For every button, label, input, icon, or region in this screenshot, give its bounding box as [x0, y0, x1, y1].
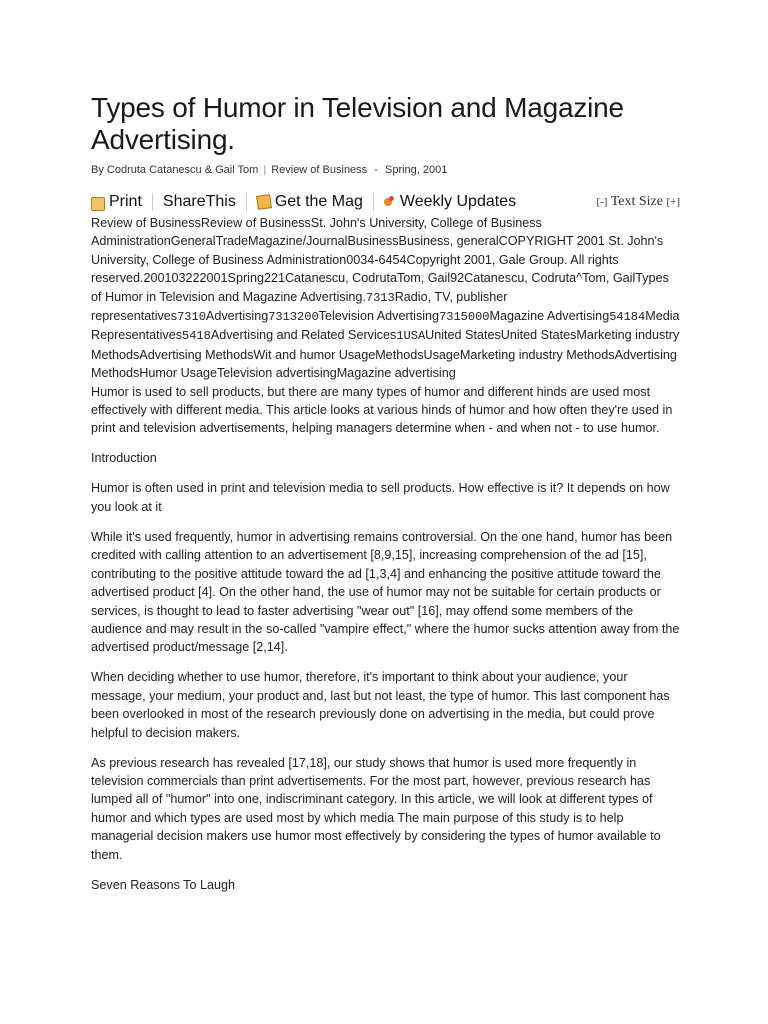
- metadata-code: 7310: [177, 310, 206, 325]
- text-size-increase-button[interactable]: [+]: [666, 196, 680, 208]
- metadata-code: 1USA: [396, 329, 426, 344]
- get-the-mag-label: Get the Mag: [274, 193, 363, 210]
- article-metadata: [91, 214, 680, 383]
- print-label: Print: [109, 193, 142, 210]
- weekly-updates-button[interactable]: [373, 193, 526, 211]
- metadata-code: 54184: [609, 310, 646, 325]
- metadata-code: 7313: [365, 290, 395, 305]
- metadata-text: United StatesUnited StatesMarketing industry MethodsAdvertising MethodsWit and humor UsageMethodsUsageMarketing industry MethodsAdvertising MethodsHumor UsageTelevision advertisingMagazine advertising: [91, 328, 680, 381]
- sharethis-button[interactable]: [152, 193, 246, 211]
- metadata-text: Magazine Advertising: [489, 309, 610, 324]
- article-paragraph: Humor is used to sell products, but there are many types of humor and different hinds are used most effectively with different media. This article looks at various hinds of humor and how often they're used in print and television advertisements, helping managers determine when - and when not - to use humor.: [91, 384, 673, 436]
- metadata-text: Media Representatives: [91, 309, 680, 343]
- metadata-text: Advertising and Related Services: [210, 328, 397, 343]
- metadata-code: 5418: [182, 329, 211, 344]
- byline-separator: |: [263, 164, 267, 176]
- weekly-updates-label: Weekly Updates: [399, 193, 517, 210]
- updates-icon: [384, 196, 396, 208]
- article-toolbar: [91, 191, 680, 213]
- metadata-text: Review of BusinessReview of BusinessSt. John's University, College of Business AdministrationGeneralTradeMagazine/JournalBusinessBusiness, generalCOPYRIGHT 2001 St. John's University, College of Business Administration0034-6454Copyright 2001, Gale Group. All rights reserved.200103222001Spring221Catanescu, CodrutaTom, Gail92Catanescu, Codruta^Tom, GailTypes of Humor in Television and Magazine Advertising.: [91, 216, 669, 304]
- byline-publication[interactable]: Review of Business: [271, 164, 368, 176]
- byline-date: Spring, 2001: [384, 164, 448, 176]
- metadata-text: Radio, TV, publisher representatives: [91, 289, 508, 324]
- article-paragraph: As previous research has revealed [17,18], our study shows that humor is used more frequently in television commercials than print advertisements. For the most part, however, previous research has lumped all of "humor" into one, indiscriminant category. In this article, we will look at different types of humor and which types are used most by which media The main purpose of this study is to help managerial decision makers use humor most effectively by considering the types of humor available to them.: [91, 755, 661, 862]
- metadata-text: Television Advertising: [318, 309, 440, 324]
- metadata-code: 7313200: [268, 310, 319, 325]
- section-heading: Seven Reasons To Laugh: [91, 877, 236, 892]
- printer-icon: [91, 197, 105, 211]
- article-paragraphs: [91, 383, 680, 894]
- article-body: [91, 214, 680, 894]
- byline-authors: By Codruta Catanescu & Gail Tom: [91, 164, 259, 176]
- byline-dash: -: [374, 164, 378, 176]
- sharethis-label: ShareThis: [162, 193, 236, 210]
- get-the-mag-button[interactable]: [246, 193, 373, 211]
- text-size-label: Text Size: [610, 194, 663, 209]
- print-button[interactable]: [91, 193, 152, 211]
- section-heading: Introduction: [91, 451, 157, 466]
- article-paragraph: When deciding whether to use humor, therefore, it's important to think about your audience, your message, your medium, your product and, last but not least, the type of humor. This last component has been overlooked in most of the research previously done on advertising in the media, but could prove helpful to decision makers.: [91, 670, 670, 740]
- metadata-code: 7315000: [439, 310, 490, 325]
- article-title: Types of Humor in Television and Magazine Advertising.: [91, 92, 624, 155]
- metadata-text: Advertising: [205, 309, 269, 324]
- magazine-icon: [256, 194, 272, 210]
- text-size-decrease-button[interactable]: [-]: [596, 196, 608, 208]
- byline: [91, 163, 680, 177]
- article-paragraph: While it's used frequently, humor in advertising remains controversial. On the one hand, humor has been credited with calling attention to an advertisement [8,9,15], increasing comprehension of the ad [15], contributing to the positive attitude toward the ad [1,3,4] and enhancing the positive attitude toward the advertised product [4]. On the other hand, the use of humor may not be suitable for certain products or services, is thought to lead to faster advertising "wear out" [16], may offend some members of the audience and may result in the so-called "vampire effect," where the humor sucks attention away from the advertised product/message [2,14].: [91, 529, 680, 655]
- article-paragraph: Humor is often used in print and television media to sell products. How effective is it? It depends on how you look at it: [91, 481, 670, 514]
- text-size-control: [596, 194, 680, 210]
